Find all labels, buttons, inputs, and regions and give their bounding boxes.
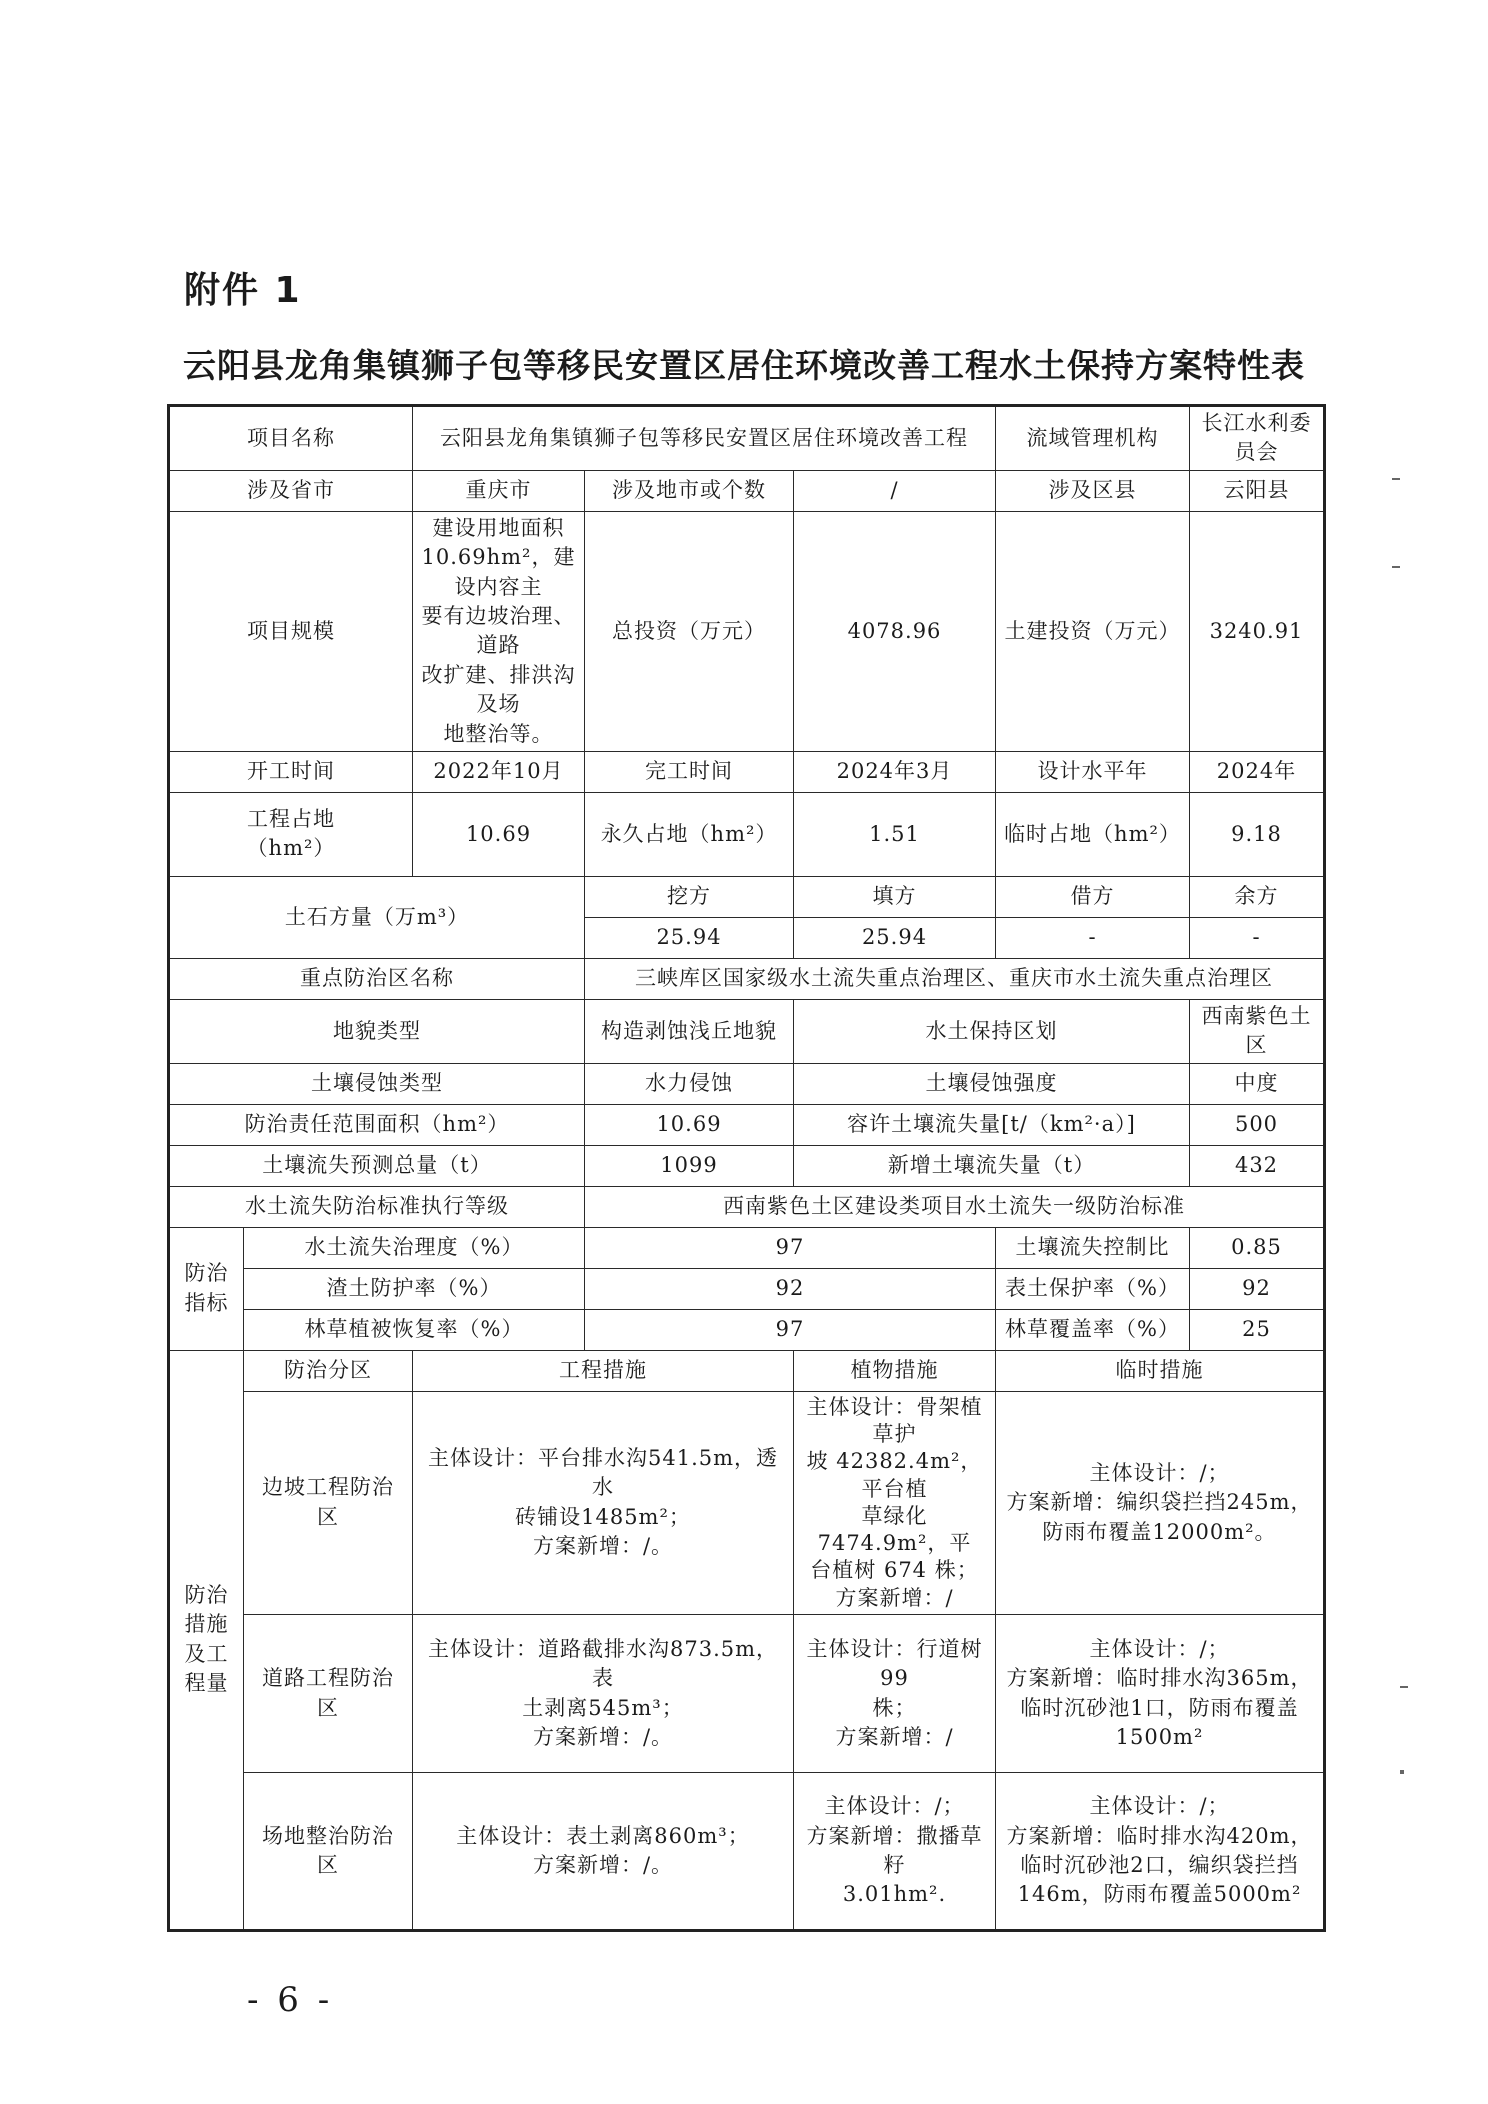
cell-value: 97 (585, 1227, 996, 1268)
cell-value: 9.18 (1190, 792, 1325, 876)
table-row (169, 1268, 1325, 1309)
cell-label: 林草植被恢复率（%） (244, 1309, 585, 1350)
table-row (169, 1104, 1325, 1145)
table-row (169, 1615, 1325, 1773)
cell-header: 防治分区 (244, 1350, 413, 1391)
cell-label: 流域管理机构 (996, 406, 1190, 471)
cell-value: 92 (585, 1268, 996, 1309)
temporary-measures (996, 1615, 1325, 1773)
engineering-measures (413, 1391, 794, 1614)
measure-line: 3.01hm². (842, 1882, 947, 1907)
scale-line: 建设用地面积 (432, 515, 565, 540)
plant-measures (794, 1391, 996, 1614)
measure-line: 方案新增：临时排水沟365m， (1006, 1666, 1313, 1691)
cell-label: 涉及区县 (996, 470, 1190, 511)
cell-label: 重点防治区名称 (169, 958, 585, 999)
cell-value: 10.69 (413, 792, 585, 876)
cell-value: 500 (1190, 1104, 1325, 1145)
measure-line: 主体设计：/； (1089, 1794, 1230, 1819)
cell-value: 云阳县龙角集镇狮子包等移民安置区居住环境改善工程 (413, 406, 996, 471)
measures-label-line: 及工 (184, 1641, 229, 1666)
cell-label: 完工时间 (585, 751, 794, 792)
zone-name-line: 区 (317, 1504, 339, 1529)
zone-name (244, 1773, 413, 1931)
targets-label (169, 1227, 244, 1350)
zone-name-line: 场地整治防治 (262, 1823, 394, 1848)
cell-label: 开工时间 (169, 751, 413, 792)
measure-line: 临时沉砂池1口，防雨布覆盖 (1020, 1695, 1299, 1720)
cell-value: 97 (585, 1309, 996, 1350)
cell-label: 项目名称 (169, 406, 413, 471)
targets-label-line: 指标 (184, 1290, 229, 1315)
scale-line: 要有边坡治理、道路 (421, 603, 576, 658)
measure-line: 临时沉砂池2口，编织袋拦挡 (1020, 1853, 1299, 1878)
zone-name-line: 区 (317, 1695, 339, 1720)
measures-label-line: 防治 (184, 1583, 229, 1608)
measure-line: 坡 42382.4m²，平台植 (806, 1449, 983, 1501)
cell-header: 植物措施 (794, 1350, 996, 1391)
cell-label: 涉及地市或个数 (585, 470, 794, 511)
zone-name (244, 1615, 413, 1773)
cell-value: / (794, 470, 996, 511)
cell-value: 25.94 (794, 917, 996, 958)
cell-value: 4078.96 (794, 511, 996, 751)
cell-value: 25 (1190, 1309, 1325, 1350)
cell-value: 92 (1190, 1268, 1325, 1309)
cell-label: 设计水平年 (996, 751, 1190, 792)
measure-line: 1500m² (1115, 1724, 1204, 1749)
cell-value: 构造剥蚀浅丘地貌 (585, 999, 794, 1063)
measure-line: 株； (872, 1695, 917, 1720)
cell-label: 总投资（万元） (585, 511, 794, 751)
cell-label: 地貌类型 (169, 999, 585, 1063)
measures-label-line: 程量 (184, 1671, 229, 1696)
measure-line: 方案新增：撒播草籽 (806, 1823, 983, 1878)
cell-value-multiline (413, 511, 585, 751)
plant-measures (794, 1773, 996, 1931)
measure-line: 土剥离545m³； (522, 1695, 684, 1720)
measures-label-line: 措施 (184, 1612, 229, 1637)
cell-header: 工程措施 (413, 1350, 794, 1391)
characteristics-table-wrapper (167, 404, 1323, 1932)
measure-line: 主体设计：表土剥离860m³； (456, 1823, 750, 1848)
cell-value: 1.51 (794, 792, 996, 876)
cell-label: 林草覆盖率（%） (996, 1309, 1190, 1350)
measure-line: 主体设计：行道树 99 (806, 1636, 983, 1691)
scale-line: 改扩建、排洪沟及场 (421, 662, 576, 717)
cell-value: - (996, 917, 1190, 958)
cell-label: 水土保持区划 (794, 999, 1190, 1063)
document-title: 云阳县龙角集镇狮子包等移民安置区居住环境改善工程水土保持方案特性表 (183, 346, 1305, 385)
measure-line: 146m，防雨布覆盖5000m² (1017, 1882, 1302, 1907)
zone-name-line: 道路工程防治 (262, 1666, 394, 1691)
cell-header: 余方 (1190, 876, 1325, 917)
engineering-measures (413, 1615, 794, 1773)
cell-header: 借方 (996, 876, 1190, 917)
measure-line: 主体设计：平台排水沟541.5m，透水 (427, 1446, 779, 1500)
cell-value: 0.85 (1190, 1227, 1325, 1268)
cell-label: 涉及省市 (169, 470, 413, 511)
table-row (169, 1773, 1325, 1931)
scale-line: 10.69hm²，建设内容主 (421, 545, 576, 599)
measure-line: 台植树 674 株； (810, 1558, 979, 1583)
measure-line: 方案新增：/。 (532, 1534, 674, 1559)
measure-line: 主体设计：道路截排水沟873.5m，表 (427, 1636, 779, 1691)
cell-label: 水土流失防治标准执行等级 (169, 1186, 585, 1227)
measure-line: 主体设计：/； (824, 1794, 965, 1819)
scan-mark (1392, 478, 1400, 480)
scale-line: 地整治等。 (443, 721, 554, 746)
page-number: - 6 - (247, 1980, 334, 2020)
cell-header: 临时措施 (996, 1350, 1325, 1391)
temporary-measures (996, 1773, 1325, 1931)
scan-mark (1400, 1770, 1404, 1774)
measure-line: 主体设计：骨架植草护 (806, 1394, 983, 1446)
cell-value: 432 (1190, 1145, 1325, 1186)
cell-label: 土壤流失预测总量（t） (169, 1145, 585, 1186)
measure-line: 方案新增：/。 (532, 1724, 674, 1749)
table-row (169, 1227, 1325, 1268)
cell-value: 10.69 (585, 1104, 794, 1145)
table-row (169, 1391, 1325, 1614)
measure-line: 草绿化 7474.9m²，平 (817, 1503, 972, 1556)
table-row (169, 876, 1325, 917)
targets-label-line: 防治 (184, 1261, 229, 1286)
cell-label: 土壤侵蚀类型 (169, 1063, 585, 1104)
table-row (169, 751, 1325, 792)
land-label-line: （hm²） (246, 836, 336, 861)
zone-name (244, 1391, 413, 1614)
table-row (169, 1186, 1325, 1227)
table-row (169, 406, 1325, 471)
cell-label: 永久占地（hm²） (585, 792, 794, 876)
cell-value: 云阳县 (1190, 470, 1325, 511)
measure-line: 砖铺设1485m²； (515, 1504, 691, 1529)
cell-label: 容许土壤流失量[t/（km²·a）] (794, 1104, 1190, 1145)
cell-label: 防治责任范围面积（hm²） (169, 1104, 585, 1145)
table-row (169, 511, 1325, 751)
cell-value: 2024年 (1190, 751, 1325, 792)
cell-label: 项目规模 (169, 511, 413, 751)
scan-mark (1392, 566, 1400, 568)
cell-value: 重庆市 (413, 470, 585, 511)
cell-value: 西南紫色土区 (1190, 999, 1325, 1063)
land-label-line: 工程占地 (247, 807, 335, 832)
table-row (169, 999, 1325, 1063)
plant-measures (794, 1615, 996, 1773)
zone-name-line: 边坡工程防治 (262, 1475, 394, 1500)
cell-header: 挖方 (585, 876, 794, 917)
cell-value: 2024年3月 (794, 751, 996, 792)
cell-value: 中度 (1190, 1063, 1325, 1104)
attachment-label: 附件 1 (184, 270, 302, 311)
temporary-measures (996, 1391, 1325, 1614)
table-row (169, 1309, 1325, 1350)
measure-line: 方案新增：临时排水沟420m， (1006, 1823, 1313, 1848)
cell-value: 水力侵蚀 (585, 1063, 794, 1104)
table-row (169, 470, 1325, 511)
table-row (169, 1145, 1325, 1186)
cell-value: 长江水利委员会 (1190, 406, 1325, 471)
cell-value: 3240.91 (1190, 511, 1325, 751)
cell-label: 渣土防护率（%） (244, 1268, 585, 1309)
cell-label: 土建投资（万元） (996, 511, 1190, 751)
table-row (169, 1350, 1325, 1391)
cell-value: 1099 (585, 1145, 794, 1186)
cell-label: 水土流失治理度（%） (244, 1227, 585, 1268)
measure-line: 方案新增：/ (835, 1724, 954, 1749)
measure-line: 主体设计：/； (1089, 1636, 1230, 1661)
cell-header: 填方 (794, 876, 996, 917)
measure-line: 方案新增：编织袋拦挡245m， (1006, 1490, 1313, 1515)
measure-line: 主体设计：/； (1089, 1460, 1230, 1485)
cell-label: 土壤流失控制比 (996, 1227, 1190, 1268)
cell-label: 表土保护率（%） (996, 1268, 1190, 1309)
scan-mark (1400, 1686, 1408, 1688)
table-row (169, 958, 1325, 999)
engineering-measures (413, 1773, 794, 1931)
measure-line: 方案新增：/。 (532, 1853, 674, 1878)
measure-line: 防雨布覆盖12000m²。 (1042, 1519, 1277, 1544)
cell-label: 土石方量（万m³） (169, 876, 585, 958)
characteristics-table (167, 404, 1326, 1932)
measures-label (169, 1350, 244, 1930)
cell-value: 2022年10月 (413, 751, 585, 792)
cell-label (169, 792, 413, 876)
cell-value: 三峡库区国家级水土流失重点治理区、重庆市水土流失重点治理区 (585, 958, 1325, 999)
table-row (169, 1063, 1325, 1104)
cell-value: 25.94 (585, 917, 794, 958)
cell-value: 西南紫色土区建设类项目水土流失一级防治标准 (585, 1186, 1325, 1227)
zone-name-line: 区 (317, 1853, 339, 1878)
measure-line: 方案新增：/ (835, 1585, 954, 1610)
cell-label: 临时占地（hm²） (996, 792, 1190, 876)
cell-label: 新增土壤流失量（t） (794, 1145, 1190, 1186)
cell-value: - (1190, 917, 1325, 958)
cell-label: 土壤侵蚀强度 (794, 1063, 1190, 1104)
table-row (169, 792, 1325, 876)
